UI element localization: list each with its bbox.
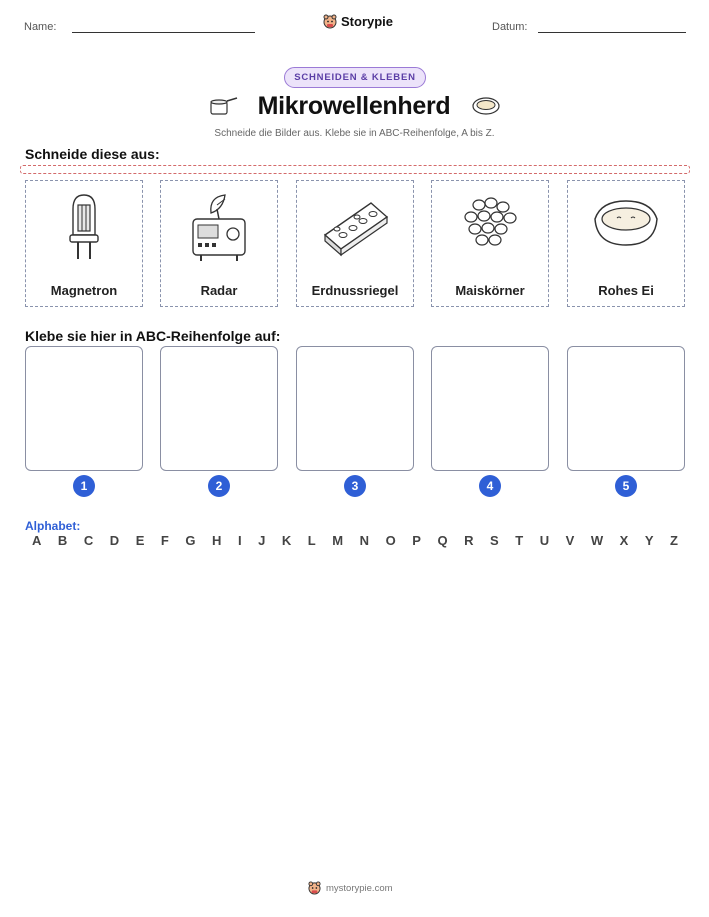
storypie-mascot-icon	[308, 881, 321, 895]
paste-slot[interactable]	[567, 346, 685, 471]
storypie-mascot-icon	[323, 14, 337, 29]
alphabet-letter: F	[160, 533, 169, 548]
paste-slot[interactable]	[296, 346, 414, 471]
alphabet-letter: K	[281, 533, 292, 548]
cut-line	[20, 165, 690, 174]
alphabet-letter: V	[565, 533, 575, 548]
magnetron-icon	[59, 191, 109, 265]
paste-slot[interactable]	[25, 346, 143, 471]
peanut-bar-icon	[319, 191, 391, 261]
name-line[interactable]	[72, 32, 255, 33]
bowl-icon	[470, 95, 502, 117]
paste-slot[interactable]	[431, 346, 549, 471]
cut-card-magnetron[interactable]	[25, 180, 143, 307]
alphabet-letter: W	[590, 533, 604, 548]
cut-card-raw-egg[interactable]	[567, 180, 685, 307]
date-label: Datum:	[492, 21, 528, 33]
alphabet-letter: P	[412, 533, 421, 548]
alphabet-letter: C	[83, 533, 94, 548]
card-label: Radar	[200, 283, 238, 298]
page-title: Mikrowellenherd	[257, 92, 451, 120]
alphabet-letter: A	[32, 533, 42, 548]
alphabet-letter: Q	[437, 533, 448, 548]
paste-slot[interactable]	[160, 346, 278, 471]
card-label: Magnetron	[50, 283, 118, 298]
alphabet-letter: S	[490, 533, 499, 548]
alphabet-letter: J	[258, 533, 266, 548]
slot-number-badge: 4	[479, 475, 501, 497]
cut-card-peanut-bar[interactable]	[296, 180, 414, 307]
alphabet-letter: X	[619, 533, 629, 548]
date-line[interactable]	[538, 32, 686, 33]
cut-heading: Schneide diese aus:	[25, 146, 160, 162]
alphabet-letter: I	[237, 533, 242, 548]
raw-egg-icon	[591, 191, 661, 251]
alphabet-letter: E	[135, 533, 145, 548]
card-label: Rohes Ei	[598, 283, 654, 298]
cut-card-radar[interactable]	[160, 180, 278, 307]
alphabet-letter: R	[464, 533, 474, 548]
saucepan-icon	[207, 95, 239, 117]
card-label: Erdnussriegel	[311, 283, 399, 298]
cut-card-corn-kernels[interactable]	[431, 180, 549, 307]
alphabet-letter: B	[57, 533, 68, 548]
slot-number-badge: 3	[344, 475, 366, 497]
alphabet-letter: N	[359, 533, 370, 548]
alphabet-letter: M	[332, 533, 344, 548]
slot-number-badge: 2	[208, 475, 230, 497]
card-label: Maiskörner	[455, 283, 525, 298]
alphabet-row	[32, 533, 678, 548]
alphabet-letter: G	[185, 533, 196, 548]
footer	[308, 881, 393, 895]
alphabet-heading: Alphabet:	[25, 519, 81, 533]
brand-logo	[323, 14, 393, 29]
slot-number-badge: 1	[73, 475, 95, 497]
alphabet-letter: H	[212, 533, 222, 548]
slot-number-badge: 5	[615, 475, 637, 497]
brand-name: Storypie	[341, 14, 394, 29]
alphabet-letter: Z	[670, 533, 678, 548]
alphabet-letter: U	[539, 533, 550, 548]
alphabet-letter: D	[109, 533, 120, 548]
alphabet-letter: Y	[644, 533, 654, 548]
instructions: Schneide die Bilder aus. Klebe sie in ABC-Reihenfolge, A bis Z.	[214, 128, 495, 139]
alphabet-letter: O	[385, 533, 396, 548]
footer-url[interactable]: mystorypie.com	[326, 882, 393, 894]
alphabet-letter: T	[515, 533, 524, 548]
paste-heading: Klebe sie hier in ABC-Reihenfolge auf:	[25, 328, 281, 344]
radar-icon	[189, 191, 249, 265]
corn-kernels-icon	[457, 191, 523, 257]
activity-tag: SCHNEIDEN & KLEBEN	[284, 67, 426, 88]
alphabet-letter: L	[307, 533, 316, 548]
name-label: Name:	[24, 21, 57, 33]
